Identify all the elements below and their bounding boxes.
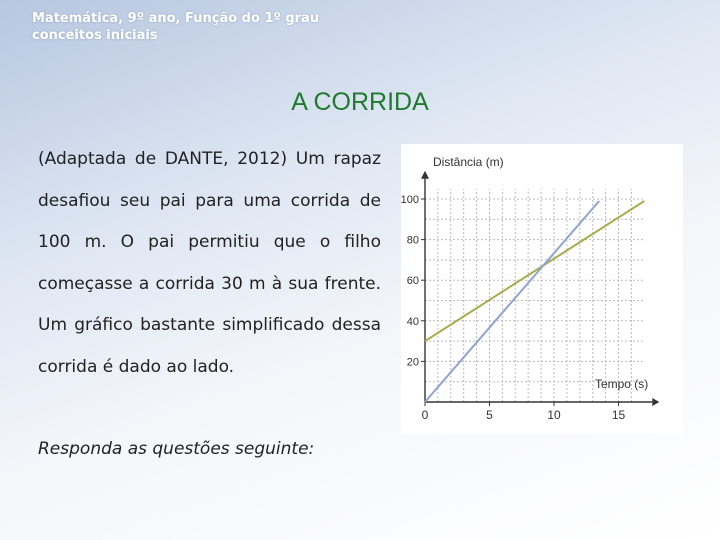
slide-title: A CORRIDA <box>291 88 429 116</box>
distance-time-chart <box>401 144 683 434</box>
y-tick-label: 40 <box>406 315 419 328</box>
y-tick-label: 20 <box>406 356 419 369</box>
x-tick-label: 0 <box>421 408 429 422</box>
x-axis-label: Tempo (s) <box>594 377 649 391</box>
x-tick-label: 10 <box>547 408 561 422</box>
series-line-1 <box>425 201 644 341</box>
x-tick-label: 15 <box>611 408 626 422</box>
x-tick-label: 5 <box>486 408 493 422</box>
y-tick-label: 100 <box>401 194 419 206</box>
y-tick-label: 60 <box>406 275 419 288</box>
problem-paragraph: (Adaptada de DANTE, 2012) Um rapaz desafiou seu pai para uma corrida de 100 m. O pai permitiu que o filho começasse a corrida 30 m à sua frente. Um gráfico bastante simplificado dessa corrida é dado ao lado. <box>38 149 381 377</box>
header-line-2: conceitos iniciais <box>32 28 158 43</box>
slide-header <box>32 10 319 44</box>
x-axis-arrow <box>652 398 659 406</box>
y-axis-label: Distância (m) <box>433 155 504 169</box>
chart-svg <box>401 144 683 434</box>
y-axis-arrow <box>421 171 429 179</box>
header-line-1: Matemática, 9º ano, Função do 1º grau <box>32 11 320 26</box>
question-prompt: Responda as questões seguinte: <box>38 439 315 459</box>
y-tick-label: 80 <box>406 234 419 247</box>
